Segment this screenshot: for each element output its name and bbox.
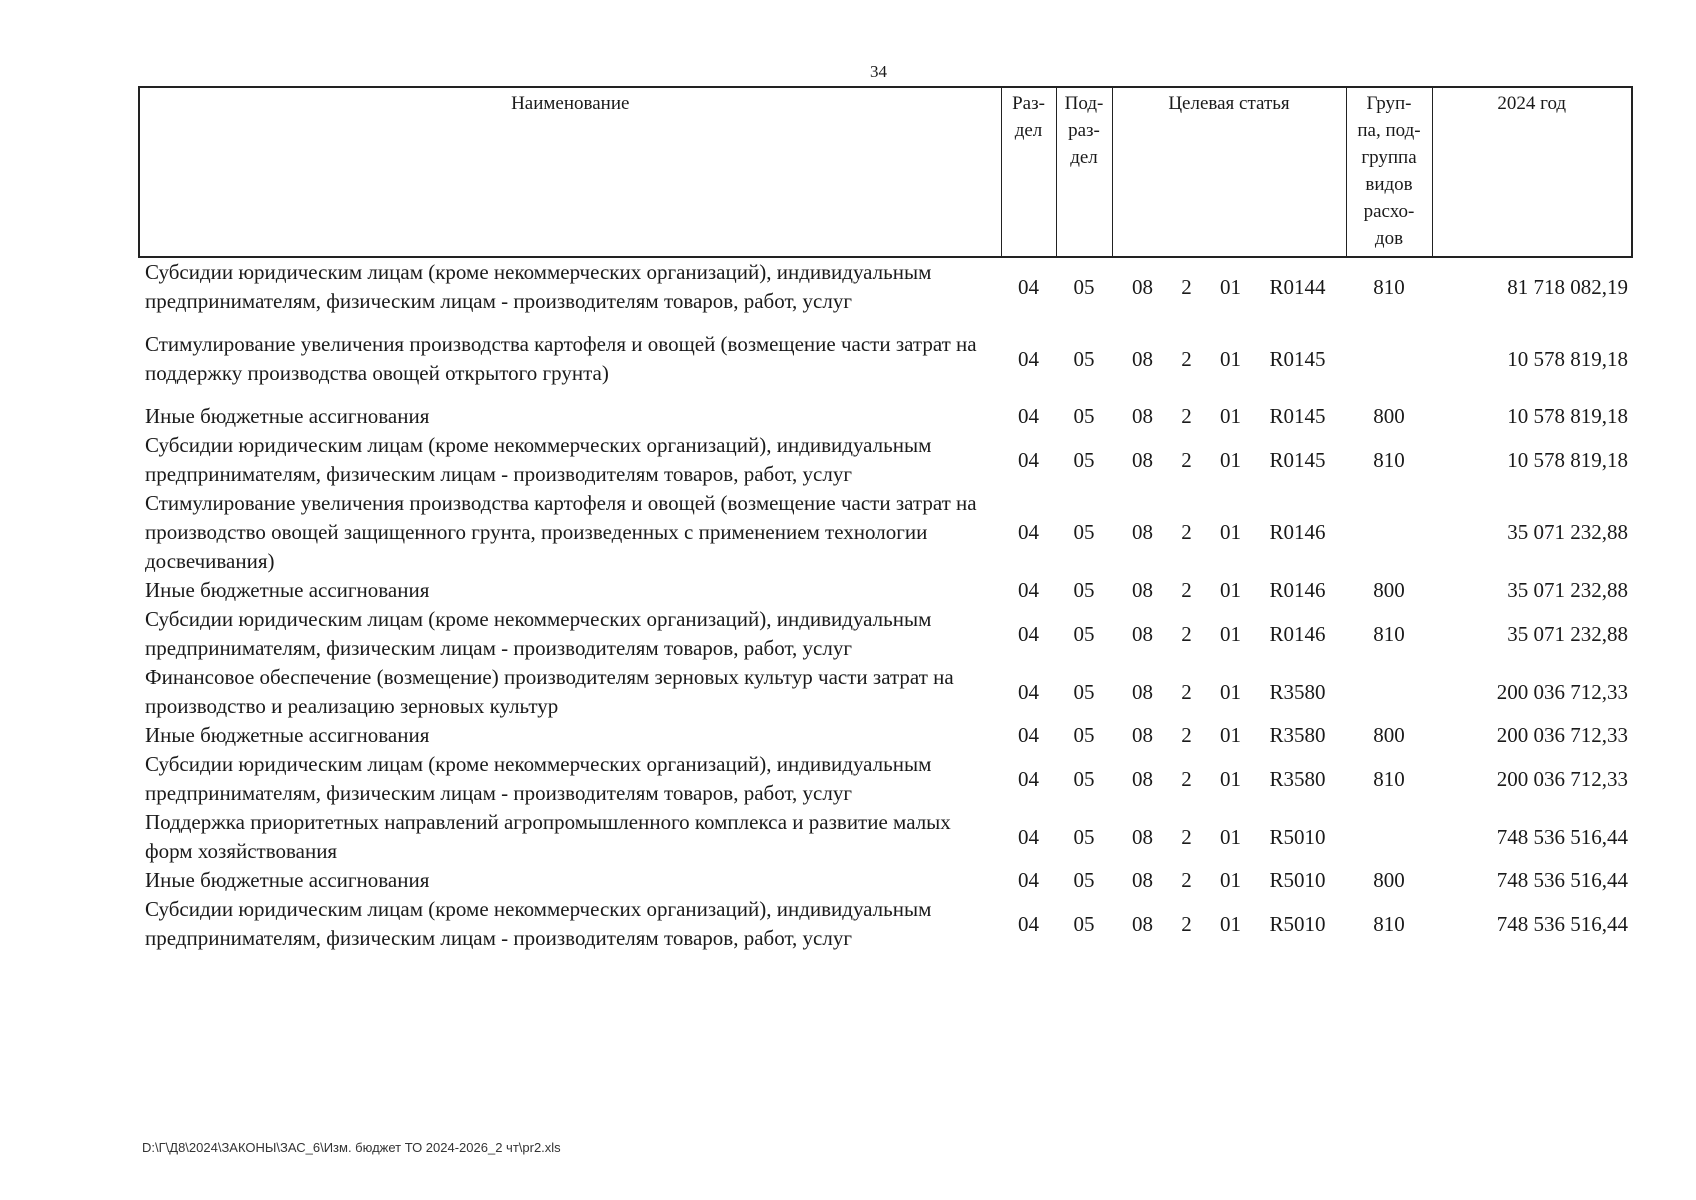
row-razdel: 04 bbox=[1018, 578, 1039, 602]
row-target bbox=[1112, 257, 1346, 316]
row-spacer bbox=[139, 316, 1632, 330]
target-subprogram: 01 bbox=[1220, 274, 1241, 299]
target-direction: R5010 bbox=[1269, 868, 1326, 892]
row-group: 800 bbox=[1373, 868, 1405, 892]
row-razdel: 04 bbox=[1018, 346, 1039, 371]
target-direction: R5010 bbox=[1269, 911, 1326, 936]
target-type: 2 bbox=[1181, 404, 1192, 428]
table-row bbox=[139, 750, 1632, 808]
budget-table bbox=[138, 86, 1633, 953]
row-group: 810 bbox=[1373, 621, 1405, 646]
row-podrazdel: 05 bbox=[1073, 274, 1095, 299]
row-group: 800 bbox=[1373, 404, 1405, 428]
row-sum: 748 536 516,44 bbox=[1496, 824, 1628, 849]
row-sum: 10 578 819,18 bbox=[1507, 404, 1628, 428]
target-type: 2 bbox=[1181, 346, 1192, 371]
target-direction: R0145 bbox=[1269, 447, 1326, 472]
table-header bbox=[139, 87, 1632, 257]
row-razdel: 04 bbox=[1018, 679, 1039, 704]
row-podrazdel: 05 bbox=[1073, 520, 1095, 544]
row-name: Стимулирование увеличения производства картофеля и овощей (возмещение части затрат на производство овощей защищенного грунта, произведенных с применением технологии досвечивания) bbox=[145, 491, 977, 573]
target-program: 08 bbox=[1132, 911, 1153, 936]
row-target bbox=[1112, 750, 1346, 808]
target-direction: R3580 bbox=[1269, 679, 1326, 704]
row-target bbox=[1112, 576, 1346, 605]
row-podrazdel: 05 bbox=[1073, 766, 1095, 791]
target-subprogram: 01 bbox=[1220, 679, 1241, 704]
table-row bbox=[139, 330, 1632, 388]
row-sum: 200 036 712,33 bbox=[1496, 766, 1628, 791]
target-type: 2 bbox=[1181, 679, 1192, 704]
row-target bbox=[1112, 663, 1346, 721]
row-group bbox=[1346, 663, 1432, 721]
row-group: 810 bbox=[1373, 766, 1405, 791]
target-program: 08 bbox=[1132, 824, 1153, 849]
target-program: 08 bbox=[1132, 723, 1153, 747]
row-podrazdel: 05 bbox=[1073, 824, 1095, 849]
row-name: Субсидии юридическим лицам (кроме некоммерческих организаций), индивидуальным предпринимателям, физическим лицам - производителям товаров, работ, услуг bbox=[145, 607, 932, 660]
target-program: 08 bbox=[1132, 868, 1153, 892]
row-podrazdel: 05 bbox=[1073, 679, 1095, 704]
target-subprogram: 01 bbox=[1220, 621, 1241, 646]
row-razdel: 04 bbox=[1018, 447, 1039, 472]
row-podrazdel: 05 bbox=[1073, 911, 1095, 936]
row-podrazdel: 05 bbox=[1073, 578, 1095, 602]
row-target bbox=[1112, 866, 1346, 895]
row-sum: 35 071 232,88 bbox=[1507, 621, 1628, 646]
target-subprogram: 01 bbox=[1220, 766, 1241, 791]
target-program: 08 bbox=[1132, 447, 1153, 472]
row-podrazdel: 05 bbox=[1073, 404, 1095, 428]
target-direction: R5010 bbox=[1269, 824, 1326, 849]
row-sum: 35 071 232,88 bbox=[1507, 520, 1628, 544]
row-name: Иные бюджетные ассигнования bbox=[145, 404, 430, 428]
row-group bbox=[1346, 330, 1432, 388]
row-target bbox=[1112, 402, 1346, 431]
row-name: Поддержка приоритетных направлений агропромышленного комплекса и развитие малых форм хозяйствования bbox=[145, 810, 951, 863]
target-subprogram: 01 bbox=[1220, 868, 1241, 892]
footer-file-path: D:\Г\Д8\2024\ЗАКОНЫ\ЗАС_6\Изм. бюджет ТО 2024-2026_2 чт\pr2.xls bbox=[142, 1140, 561, 1155]
row-razdel: 04 bbox=[1018, 520, 1039, 544]
row-group: 810 bbox=[1373, 911, 1405, 936]
row-sum: 200 036 712,33 bbox=[1496, 679, 1628, 704]
target-subprogram: 01 bbox=[1220, 520, 1241, 544]
table-row bbox=[139, 576, 1632, 605]
table-row bbox=[139, 402, 1632, 431]
table-row bbox=[139, 808, 1632, 866]
row-name: Иные бюджетные ассигнования bbox=[145, 723, 430, 747]
target-direction: R0146 bbox=[1269, 578, 1326, 602]
target-direction: R3580 bbox=[1269, 723, 1326, 747]
table-row bbox=[139, 866, 1632, 895]
row-spacer bbox=[139, 388, 1632, 402]
row-group: 800 bbox=[1373, 723, 1405, 747]
header-year: 2024 год bbox=[1432, 87, 1632, 257]
target-program: 08 bbox=[1132, 621, 1153, 646]
table-row bbox=[139, 489, 1632, 576]
target-type: 2 bbox=[1181, 766, 1192, 791]
row-group: 800 bbox=[1373, 578, 1405, 602]
target-program: 08 bbox=[1132, 346, 1153, 371]
row-podrazdel: 05 bbox=[1073, 621, 1095, 646]
row-target bbox=[1112, 895, 1346, 953]
row-name: Субсидии юридическим лицам (кроме некоммерческих организаций), индивидуальным предпринимателям, физическим лицам - производителям товаров, работ, услуг bbox=[145, 260, 932, 313]
row-name: Стимулирование увеличения производства картофеля и овощей (возмещение части затрат на поддержку производства овощей открытого грунта) bbox=[145, 332, 977, 385]
header-name: Наименование bbox=[139, 87, 1001, 257]
target-type: 2 bbox=[1181, 447, 1192, 472]
target-type: 2 bbox=[1181, 520, 1192, 544]
page-number: 34 bbox=[870, 62, 887, 81]
row-razdel: 04 bbox=[1018, 868, 1039, 892]
row-razdel: 04 bbox=[1018, 404, 1039, 428]
target-type: 2 bbox=[1181, 578, 1192, 602]
target-program: 08 bbox=[1132, 274, 1153, 299]
row-name: Субсидии юридическим лицам (кроме некоммерческих организаций), индивидуальным предпринимателям, физическим лицам - производителям товаров, работ, услуг bbox=[145, 752, 932, 805]
row-razdel: 04 bbox=[1018, 723, 1039, 747]
row-name: Субсидии юридическим лицам (кроме некоммерческих организаций), индивидуальным предпринимателям, физическим лицам - производителям товаров, работ, услуг bbox=[145, 897, 932, 950]
table-row bbox=[139, 721, 1632, 750]
target-direction: R0146 bbox=[1269, 520, 1326, 544]
target-program: 08 bbox=[1132, 679, 1153, 704]
target-type: 2 bbox=[1181, 621, 1192, 646]
row-group: 810 bbox=[1373, 274, 1405, 299]
row-group: 810 bbox=[1373, 447, 1405, 472]
target-type: 2 bbox=[1181, 274, 1192, 299]
target-subprogram: 01 bbox=[1220, 447, 1241, 472]
row-podrazdel: 05 bbox=[1073, 346, 1095, 371]
row-sum: 81 718 082,19 bbox=[1507, 274, 1628, 299]
row-sum: 10 578 819,18 bbox=[1507, 447, 1628, 472]
row-target bbox=[1112, 431, 1346, 489]
target-subprogram: 01 bbox=[1220, 723, 1241, 747]
table-row bbox=[139, 605, 1632, 663]
row-name: Субсидии юридическим лицам (кроме некоммерческих организаций), индивидуальным предпринимателям, физическим лицам - производителям товаров, работ, услуг bbox=[145, 433, 932, 486]
row-sum: 200 036 712,33 bbox=[1496, 723, 1628, 747]
header-group: Груп- па, под- группа видов расхо- дов bbox=[1346, 87, 1432, 257]
target-direction: R0146 bbox=[1269, 621, 1326, 646]
target-program: 08 bbox=[1132, 404, 1153, 428]
row-podrazdel: 05 bbox=[1073, 868, 1095, 892]
table-row bbox=[139, 895, 1632, 953]
row-name: Иные бюджетные ассигнования bbox=[145, 868, 430, 892]
target-type: 2 bbox=[1181, 868, 1192, 892]
row-razdel: 04 bbox=[1018, 824, 1039, 849]
target-subprogram: 01 bbox=[1220, 578, 1241, 602]
row-group bbox=[1346, 489, 1432, 576]
target-subprogram: 01 bbox=[1220, 824, 1241, 849]
table-body bbox=[139, 257, 1632, 953]
row-name: Иные бюджетные ассигнования bbox=[145, 578, 430, 602]
target-subprogram: 01 bbox=[1220, 346, 1241, 371]
target-type: 2 bbox=[1181, 911, 1192, 936]
row-sum: 10 578 819,18 bbox=[1507, 346, 1628, 371]
target-subprogram: 01 bbox=[1220, 911, 1241, 936]
row-sum: 748 536 516,44 bbox=[1496, 868, 1628, 892]
target-subprogram: 01 bbox=[1220, 404, 1241, 428]
target-type: 2 bbox=[1181, 824, 1192, 849]
table-row bbox=[139, 663, 1632, 721]
row-razdel: 04 bbox=[1018, 621, 1039, 646]
target-type: 2 bbox=[1181, 723, 1192, 747]
row-group bbox=[1346, 808, 1432, 866]
header-podrazdel: Под- раз- дел bbox=[1056, 87, 1112, 257]
row-podrazdel: 05 bbox=[1073, 447, 1095, 472]
target-program: 08 bbox=[1132, 766, 1153, 791]
row-name: Финансовое обеспечение (возмещение) производителям зерновых культур части затрат на производство и реализацию зерновых культур bbox=[145, 665, 954, 718]
table-row bbox=[139, 257, 1632, 316]
row-razdel: 04 bbox=[1018, 766, 1039, 791]
target-direction: R0145 bbox=[1269, 404, 1326, 428]
target-program: 08 bbox=[1132, 520, 1153, 544]
header-target: Целевая статья bbox=[1112, 87, 1346, 257]
row-target bbox=[1112, 605, 1346, 663]
table-row bbox=[139, 431, 1632, 489]
row-target bbox=[1112, 489, 1346, 576]
row-razdel: 04 bbox=[1018, 911, 1039, 936]
target-program: 08 bbox=[1132, 578, 1153, 602]
row-target bbox=[1112, 721, 1346, 750]
target-direction: R3580 bbox=[1269, 766, 1326, 791]
target-direction: R0145 bbox=[1269, 346, 1326, 371]
row-sum: 35 071 232,88 bbox=[1507, 578, 1628, 602]
row-target bbox=[1112, 330, 1346, 388]
row-razdel: 04 bbox=[1018, 274, 1039, 299]
row-target bbox=[1112, 808, 1346, 866]
row-sum: 748 536 516,44 bbox=[1496, 911, 1628, 936]
target-direction: R0144 bbox=[1269, 274, 1326, 299]
row-podrazdel: 05 bbox=[1073, 723, 1095, 747]
header-razdel: Раз- дел bbox=[1001, 87, 1056, 257]
